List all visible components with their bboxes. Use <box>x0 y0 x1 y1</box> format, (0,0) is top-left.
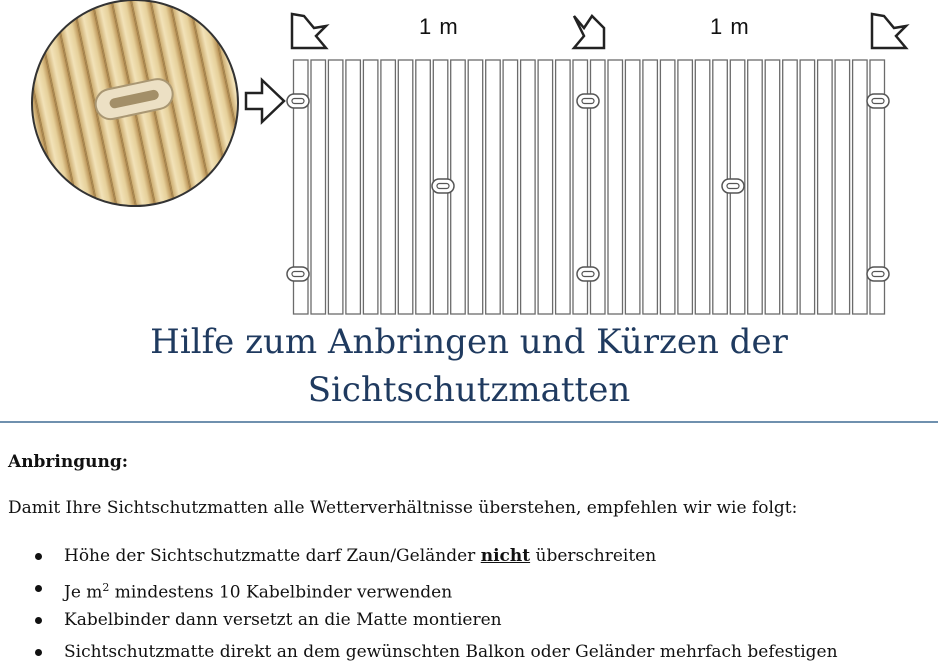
mat-slat <box>363 60 378 314</box>
mat-slat <box>748 60 763 314</box>
list-item <box>0 542 838 574</box>
cable-binder-marker <box>432 179 454 193</box>
intro-paragraph: Damit Ihre Sichtschutzmatten alle Wetterverhältnisse überstehen, empfehlen wir wie folgt: <box>8 498 798 518</box>
list-item-text: Je m <box>64 582 103 603</box>
list-item <box>0 606 838 638</box>
list-item-text: Höhe der Sichtschutzmatte darf Zaun/Geländer <box>64 546 481 566</box>
cut-marker-icon <box>292 14 326 48</box>
mat-slat <box>486 60 501 314</box>
cut-marker-icon <box>872 14 906 48</box>
mat-slat <box>660 60 675 314</box>
measure-label-right: 1 m <box>710 14 750 39</box>
mat-slat <box>678 60 693 314</box>
list-item <box>0 574 838 606</box>
list-item <box>0 638 838 670</box>
mounting-diagram <box>0 0 938 320</box>
mat-slat <box>381 60 396 314</box>
mat-slat <box>556 60 571 314</box>
page-title-line-1: Hilfe zum Anbringen und Kürzen der <box>150 322 788 362</box>
cable-binder-marker <box>867 267 889 281</box>
section-heading: Anbringung: <box>8 452 128 472</box>
mat-slat <box>328 60 343 314</box>
mat-slat <box>538 60 553 314</box>
mat-slat <box>311 60 326 314</box>
cable-binder-marker <box>867 94 889 108</box>
mat-slat <box>416 60 431 314</box>
cable-binder-marker <box>722 179 744 193</box>
list-item-emphasis: nicht <box>480 546 531 566</box>
list-item-text: überschreiten <box>530 546 657 566</box>
pointer-arrow-icon <box>246 80 284 122</box>
mat-slat <box>468 60 483 314</box>
mat-slat <box>853 60 868 314</box>
page-title <box>0 318 938 414</box>
mat-slat <box>818 60 833 314</box>
list-item-text: mindestens 10 Kabelbinder verwenden <box>109 582 453 603</box>
mat-slat <box>783 60 798 314</box>
mat-slat <box>346 60 361 314</box>
list-item-text: Kabelbinder dann versetzt an die Matte montieren <box>64 610 502 630</box>
mat-slat <box>398 60 413 314</box>
cable-binder-marker <box>287 267 309 281</box>
cable-binder-marker <box>577 94 599 108</box>
reed-mat-outline <box>287 60 889 314</box>
mat-slat <box>625 60 640 314</box>
cable-binder-marker <box>287 94 309 108</box>
cable-binder-marker <box>577 267 599 281</box>
divider <box>0 421 938 423</box>
mat-slat <box>521 60 536 314</box>
cut-marker-icon <box>574 16 604 48</box>
list-item-superscript: 2 <box>102 581 110 594</box>
mat-slat <box>695 60 710 314</box>
mat-slat <box>503 60 517 314</box>
mat-slat <box>643 60 658 314</box>
measure-label-left: 1 m <box>419 14 459 39</box>
page-title-line-2: Sichtschutzmatten <box>307 370 631 410</box>
mat-slat <box>800 60 815 314</box>
mat-slat <box>765 60 780 314</box>
list-item-text: Sichtschutzmatte direkt an dem gewünschten Balkon oder Geländer mehrfach befestigen <box>64 642 838 662</box>
instruction-list <box>0 542 838 670</box>
mat-slat <box>835 60 850 314</box>
mat-slat <box>608 60 623 314</box>
reed-closeup-photo <box>0 0 290 251</box>
